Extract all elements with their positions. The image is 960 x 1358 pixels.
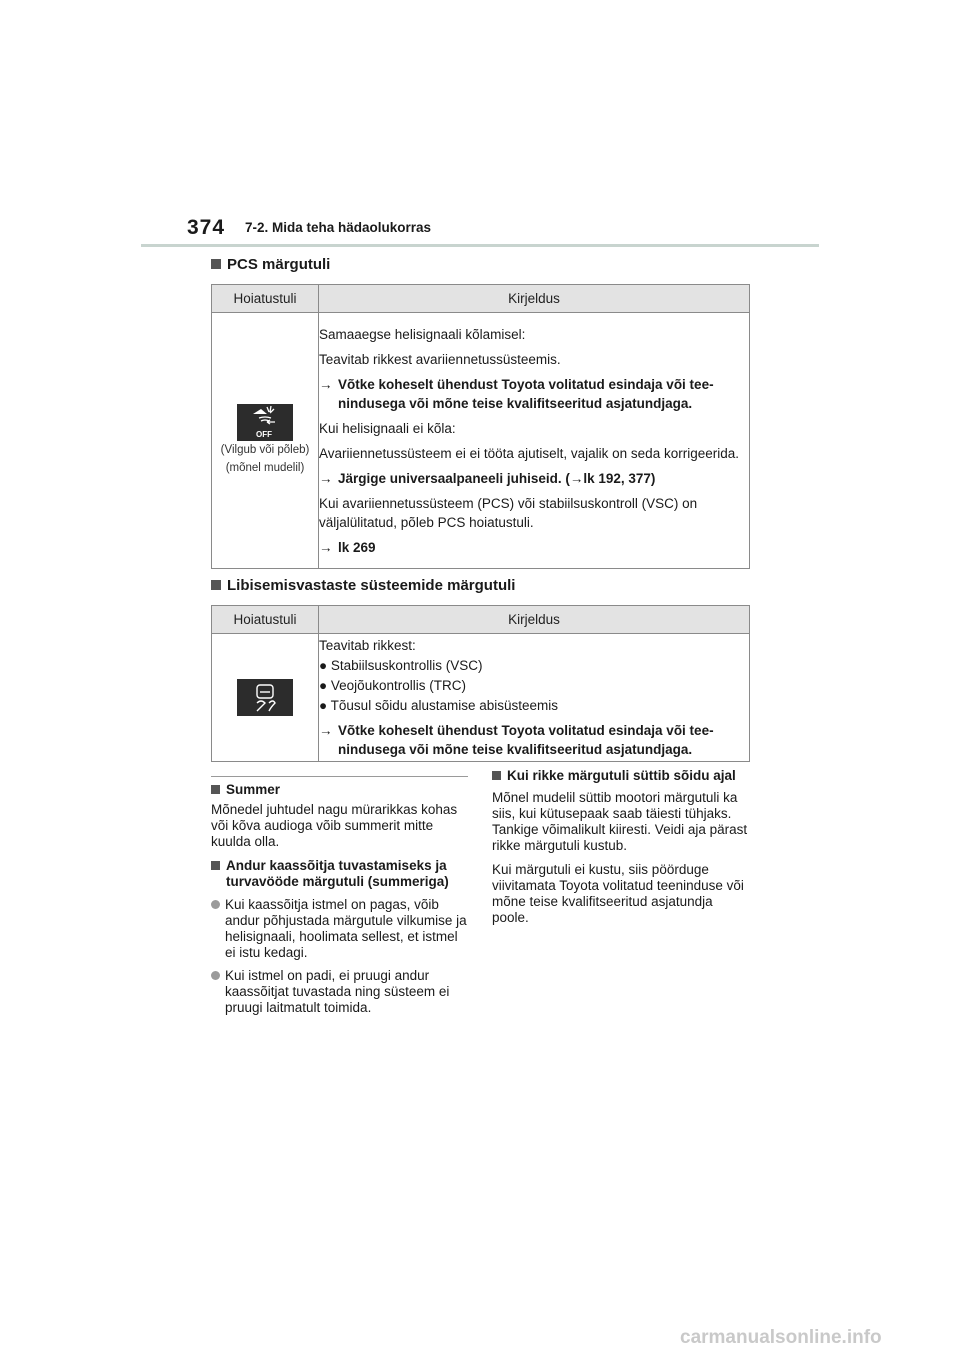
notes-divider [211,776,468,777]
chapter-title: 7-2. Mida teha hädaolukorras [245,220,432,235]
desc-text: Kui helisignaali ei kõla: [319,420,456,436]
desc-action: → Võtke koheselt ühendust Toyota volitatud esindaja või teenindusega või mõne teise kvalifitseeritud asjatundjaga. [319,376,714,411]
pcs-table [211,284,750,569]
desc-action: → Järgige universaalpaneeli juhiseid. (→lk 192, 377) [319,470,656,486]
desc-text: Avariiennetussüsteem ei ei tööta ajutiselt, vajalik on seda korrigeerida. [319,445,739,461]
note-heading: Andur kaassõitja tuvastamiseks ja turvavööde märgutuli (summeriga) [211,858,469,890]
square-bullet-icon [492,771,501,780]
slip-section-title: Libisemisvastaste süsteemide märgutuli [211,577,515,594]
bullet-icon [211,900,220,909]
description-cell [319,634,750,762]
square-bullet-icon [211,785,220,794]
icon-caption-1: (Vilgub või põleb) [220,444,310,456]
table-row [212,313,750,569]
column-header-warning: Hoiatustuli [212,606,319,634]
slip-table [211,605,750,762]
slip-indicator-icon [237,679,293,716]
column-header-description: Kirjeldus [319,606,750,634]
table-header-row [212,285,750,313]
watermark: carmanualsonline.info [680,1327,882,1348]
table-header-row [212,606,750,634]
bullet-icon: ● [319,678,331,693]
arrow-icon: → [319,539,333,555]
arrow-icon: → [319,376,333,392]
list-item: ● Veojõukontrollis (TRC) [319,678,466,693]
desc-page-ref[interactable]: → lk 269 [319,539,376,555]
note-text: Mõnedel juhtudel nagu mürarikkas kohas või kõva audioga võib summerit mitte kuulda olla. [211,802,458,849]
bullet-icon: ● [319,698,331,713]
bullet-icon [211,971,220,980]
icon-off-label: OFF [256,430,272,439]
arrow-icon: → [319,470,333,486]
note-heading: Kui rikke märgutuli süttib sõidu ajal [492,768,750,784]
square-bullet-icon [211,580,221,590]
pcs-section-title: PCS märgutuli [211,256,330,273]
list-item: Kui istmel on padi, ei pruugi andur kaassõitjat tuvastada ning süsteem ei pruugi laitmatult toimida. [211,968,469,1016]
description-cell [319,313,750,569]
desc-action: → Võtke koheselt ühendust Toyota volitatud esindaja või teenindusega või mõne teise kvalifitseeritud asjatundjaga. [319,723,714,757]
square-bullet-icon [211,259,221,269]
list-item: Kui kaassõitja istmel on pagas, võib andur põhjustada märgutule vilkumise ja helisignaali, hoolimata sellest, et istmel ei istu kedagi. [211,897,469,961]
warning-cell [212,313,319,569]
arrow-icon: → [319,723,333,738]
table-row [212,634,750,762]
warning-cell [212,634,319,762]
desc-text: Samaaegse helisignaali kõlamisel: [319,326,526,342]
square-bullet-icon [211,861,220,870]
desc-text: Teavitab rikkest: [319,638,416,653]
header-rule [141,244,819,247]
note-text: Mõnel mudelil süttib mootori märgutuli ka siis, kui kütusepaak saab täiesti tühjaks. Tankige võimalikult kiiresti. Veidi aja pärast rikke märgutuli kustub. [492,790,748,853]
right-notes-column [492,768,750,932]
bullet-icon: ● [319,658,331,673]
icon-caption-2: (mõnel mudelil) [225,462,305,474]
page-number: 374 [187,216,226,239]
list-item: ● Tõusul sõidu alustamise abisüsteemis [319,698,559,713]
desc-text: Teavitab rikkest avariiennetussüsteemis. [319,351,561,367]
column-header-warning: Hoiatustuli [212,285,319,313]
note-text: Kui märgutuli ei kustu, siis pöörduge viivitamata Toyota volitatud teeninduse või mõne teise kvalifitseeritud asjatundja poole. [492,862,744,925]
left-notes-column [211,782,469,1022]
pcs-warning-light-icon [237,404,293,441]
note-heading: Summer [211,782,469,798]
column-header-description: Kirjeldus [319,285,750,313]
list-item: ● Stabiilsuskontrollis (VSC) [319,658,483,673]
desc-text: Kui avariiennetussüsteem (PCS) või stabiilsuskontroll (VSC) on väljalülitatud, põleb PCS hoiatustuli. [319,495,698,530]
